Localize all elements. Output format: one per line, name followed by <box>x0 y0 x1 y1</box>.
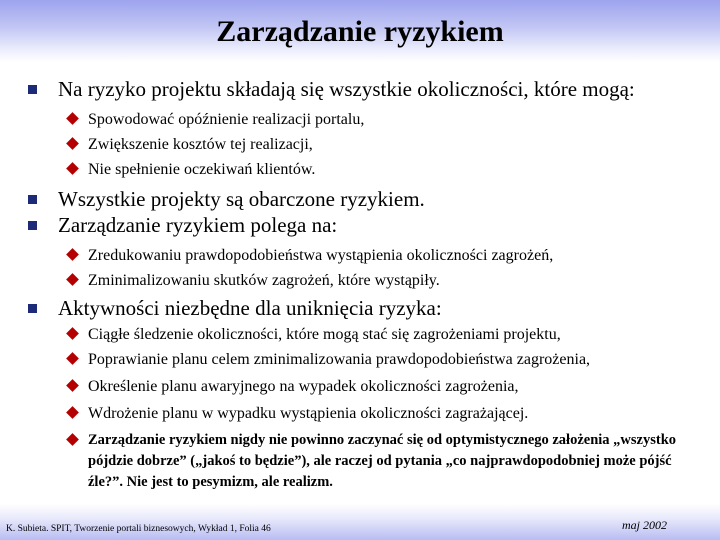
bullet-text: Na ryzyko projektu składają się wszystkie okoliczności, które mogą: <box>58 77 635 101</box>
diamond-bullet-icon <box>66 327 79 340</box>
footer-band <box>0 504 720 540</box>
diamond-bullet-icon <box>66 273 79 286</box>
diamond-bullet-icon <box>66 379 79 392</box>
bullet-text: Wszystkie projekty są obarczone ryzykiem. <box>58 187 425 211</box>
sub-bullet-text: Wdrożenie planu w wypadku wystąpienia okoliczności zagrażającej. <box>88 405 529 422</box>
sub-bullet-text: Ciągłe śledzenie okoliczności, które mogą stać się zagrożeniami projektu, <box>88 326 561 343</box>
diamond-bullet-icon <box>66 406 79 419</box>
sub-bullet-text: Poprawianie planu celem zminimalizowania prawdopodobieństwa zagrożenia, <box>88 351 591 368</box>
diamond-bullet-icon <box>66 137 79 150</box>
bullet-text: Aktywności niezbędne dla uniknięcia ryzyka: <box>58 296 442 320</box>
sub-bullet-text: Zwiększenie kosztów tej realizacji, <box>88 136 313 153</box>
sub-bullet-text: Zredukowaniu prawdopodobieństwa wystąpienia okoliczności zagrożeń, <box>88 247 554 264</box>
footer-date: maj 2002 <box>622 518 667 532</box>
sub-bullet-text: Określenie planu awaryjnego na wypadek okoliczności zagrożenia, <box>88 378 519 395</box>
bullet-text: Zarządzanie ryzykiem polega na: <box>58 213 338 237</box>
footer-citation: K. Subieta. SPIT, Tworzenie portali biznesowych, Wykład 1, Folia 46 <box>6 524 271 534</box>
square-bullet-icon <box>28 85 37 94</box>
diamond-bullet-icon <box>66 433 79 446</box>
slide-title: Zarządzanie ryzykiem <box>216 15 504 48</box>
sub-bullet-text: Zminimalizowaniu skutków zagrożeń, które wystąpiły. <box>88 272 440 289</box>
square-bullet-icon <box>28 195 37 204</box>
sub-bullet-text: Nie spełnienie oczekiwań klientów. <box>88 161 316 178</box>
note-text: Zarządzanie ryzykiem nigdy nie powinno zaczynać się od optymistycznego założenia „wszystko pójdzie dobrze” („jakoś to będzie”), ale raczej od pytania „co najprawdopodobniej może pójść źle?”. Nie jest to pesymizm, ale realizm. <box>88 432 677 490</box>
square-bullet-icon <box>28 221 37 230</box>
diamond-bullet-icon <box>66 248 79 261</box>
diamond-bullet-icon <box>66 162 79 175</box>
square-bullet-icon <box>28 304 37 313</box>
diamond-bullet-icon <box>66 352 79 365</box>
diamond-bullet-icon <box>66 112 79 125</box>
sub-bullet-text: Spowodować opóźnienie realizacji portalu, <box>88 111 365 128</box>
